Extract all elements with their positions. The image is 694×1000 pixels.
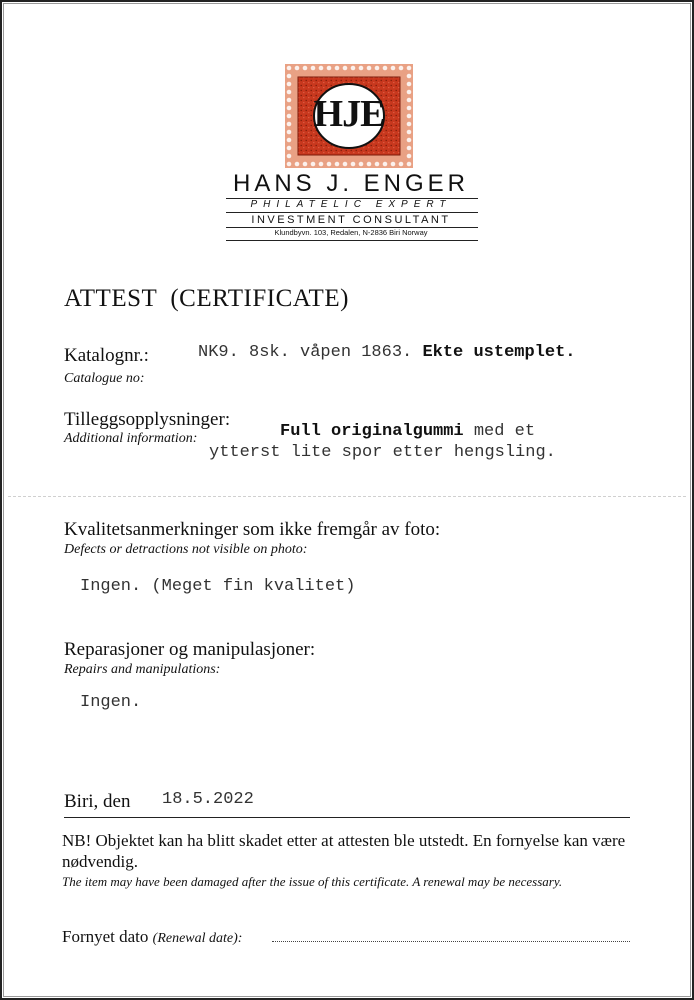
- renewal-label-en: (Renewal date):: [152, 931, 243, 946]
- fold-line: [8, 496, 686, 497]
- catalogue-value: [198, 343, 575, 362]
- signature-line: [64, 817, 630, 818]
- catalogue-label: Katalognr.:: [64, 345, 149, 366]
- additional-label-en: Additional information:: [64, 431, 198, 446]
- renewal-field: [62, 927, 242, 947]
- company-address: Klundbyvn. 103, Redalen, N-2836 Biri Norway: [274, 228, 428, 237]
- catalogue-label-en: Catalogue no:: [64, 371, 145, 386]
- quality-value: Ingen. (Meget fin kvalitet): [80, 577, 356, 596]
- repairs-value: Ingen.: [80, 693, 142, 712]
- place-label: Biri, den: [64, 791, 131, 812]
- certificate-title: ATTEST (CERTIFICATE): [64, 285, 349, 312]
- additional-value-rest: med et: [463, 422, 536, 441]
- catalogue-value-text: NK9. 8sk. våpen 1863.: [198, 343, 413, 362]
- logo-monogram: HJE: [313, 93, 385, 135]
- issue-date: 18.5.2022: [162, 790, 254, 809]
- hje-logo: [285, 64, 413, 168]
- company-subtitle: INVESTMENT CONSULTANT: [251, 214, 451, 226]
- renewal-label: Fornyet dato: [62, 927, 149, 946]
- additional-value-line2: ytterst lite spor etter hengsling.: [209, 443, 556, 462]
- notice-text-en: The item may have been damaged after the issue of this certificate. A renewal may be necessary.: [62, 874, 563, 889]
- additional-value-line1: [280, 422, 535, 441]
- additional-value-bold: Full originalgummi: [280, 422, 464, 441]
- notice-text: NB! Objektet kan ha blitt skadet etter at attesten ble utstedt. En fornyelse kan være nødvendig.: [62, 831, 626, 871]
- repairs-label-en: Repairs and manipulations:: [64, 662, 221, 677]
- quality-label-en: Defects or detractions not visible on photo:: [64, 542, 308, 557]
- divider: [226, 240, 478, 241]
- repairs-label: Reparasjoner og manipulasjoner:: [64, 639, 316, 660]
- catalogue-value-bold: Ekte ustemplet.: [422, 343, 576, 362]
- additional-label: Tilleggsopplysninger:: [64, 409, 231, 430]
- company-tagline: PHILATELIC EXPERT: [250, 199, 452, 210]
- quality-label: Kvalitetsanmerkninger som ikke fremgår av foto:: [64, 519, 441, 540]
- company-name: HANS J. ENGER: [232, 170, 470, 197]
- renewal-dotted-line: [272, 941, 630, 942]
